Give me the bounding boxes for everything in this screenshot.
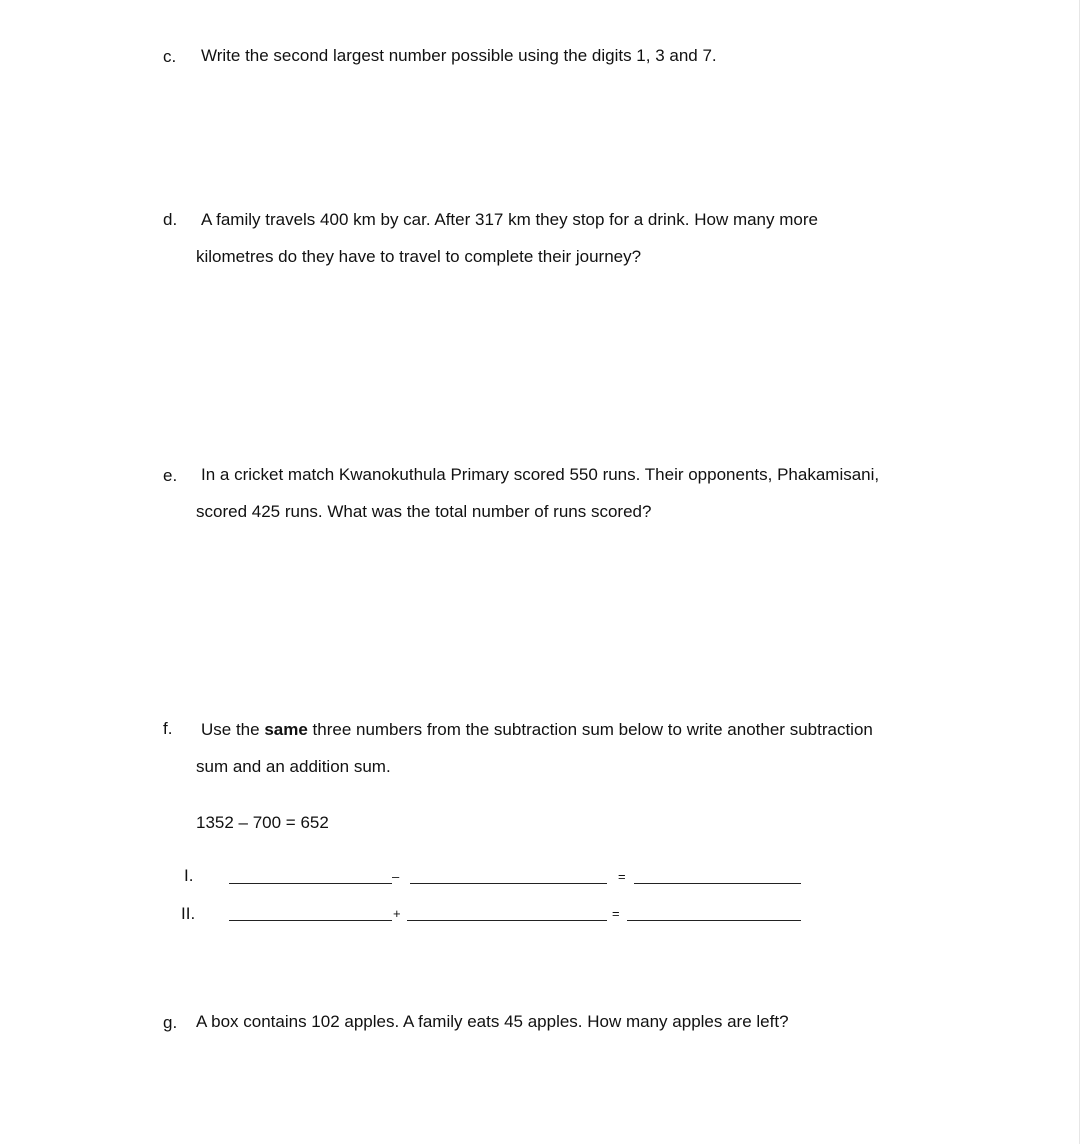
sub-item-1-equals: = [618,869,626,884]
question-d-letter: d. [163,210,178,229]
sub-item-2-blank-second[interactable] [407,920,607,921]
sub-item-1-blank-answer[interactable] [634,883,801,884]
sub-item-2-blank-answer[interactable] [627,920,801,921]
question-e-text-line1: In a cricket match Kwanokuthula Primary scored 550 runs. Their opponents, Phakamisani, [201,465,880,484]
sub-item-2-blank-first[interactable] [229,920,392,921]
question-f-text-after: three numbers from the subtraction sum below to write another subtraction [307,720,873,739]
question-f-text-line1 [201,720,873,740]
sub-item-2-operator: + [393,906,401,921]
sub-item-1-blank-first[interactable] [229,883,392,884]
sub-item-1-operator: – [392,869,400,884]
sub-item-1-label: I. [184,866,194,885]
question-f-text-before: Use the [201,720,265,739]
sub-item-1-blank-second[interactable] [410,883,607,884]
question-d-text-line1: A family travels 400 km by car. After 317 km they stop for a drink. How many more [201,210,818,229]
question-f-letter: f. [163,719,173,738]
question-g-letter: g. [163,1013,178,1032]
question-e-text-line2: scored 425 runs. What was the total number of runs scored? [196,502,652,521]
question-e-letter: e. [163,466,178,485]
question-c-text: Write the second largest number possible using the digits 1, 3 and 7. [201,46,717,65]
question-f-equation: 1352 – 700 = 652 [196,813,329,832]
question-g-text: A box contains 102 apples. A family eats 45 apples. How many apples are left? [196,1012,789,1031]
question-d-text-line2: kilometres do they have to travel to complete their journey? [196,247,642,266]
sub-item-2-label: II. [181,904,196,923]
question-f-text-bold: same [264,720,308,739]
sub-item-2-equals: = [612,906,620,921]
question-f-text-line2: sum and an addition sum. [196,757,391,776]
question-c-letter: c. [163,47,177,66]
